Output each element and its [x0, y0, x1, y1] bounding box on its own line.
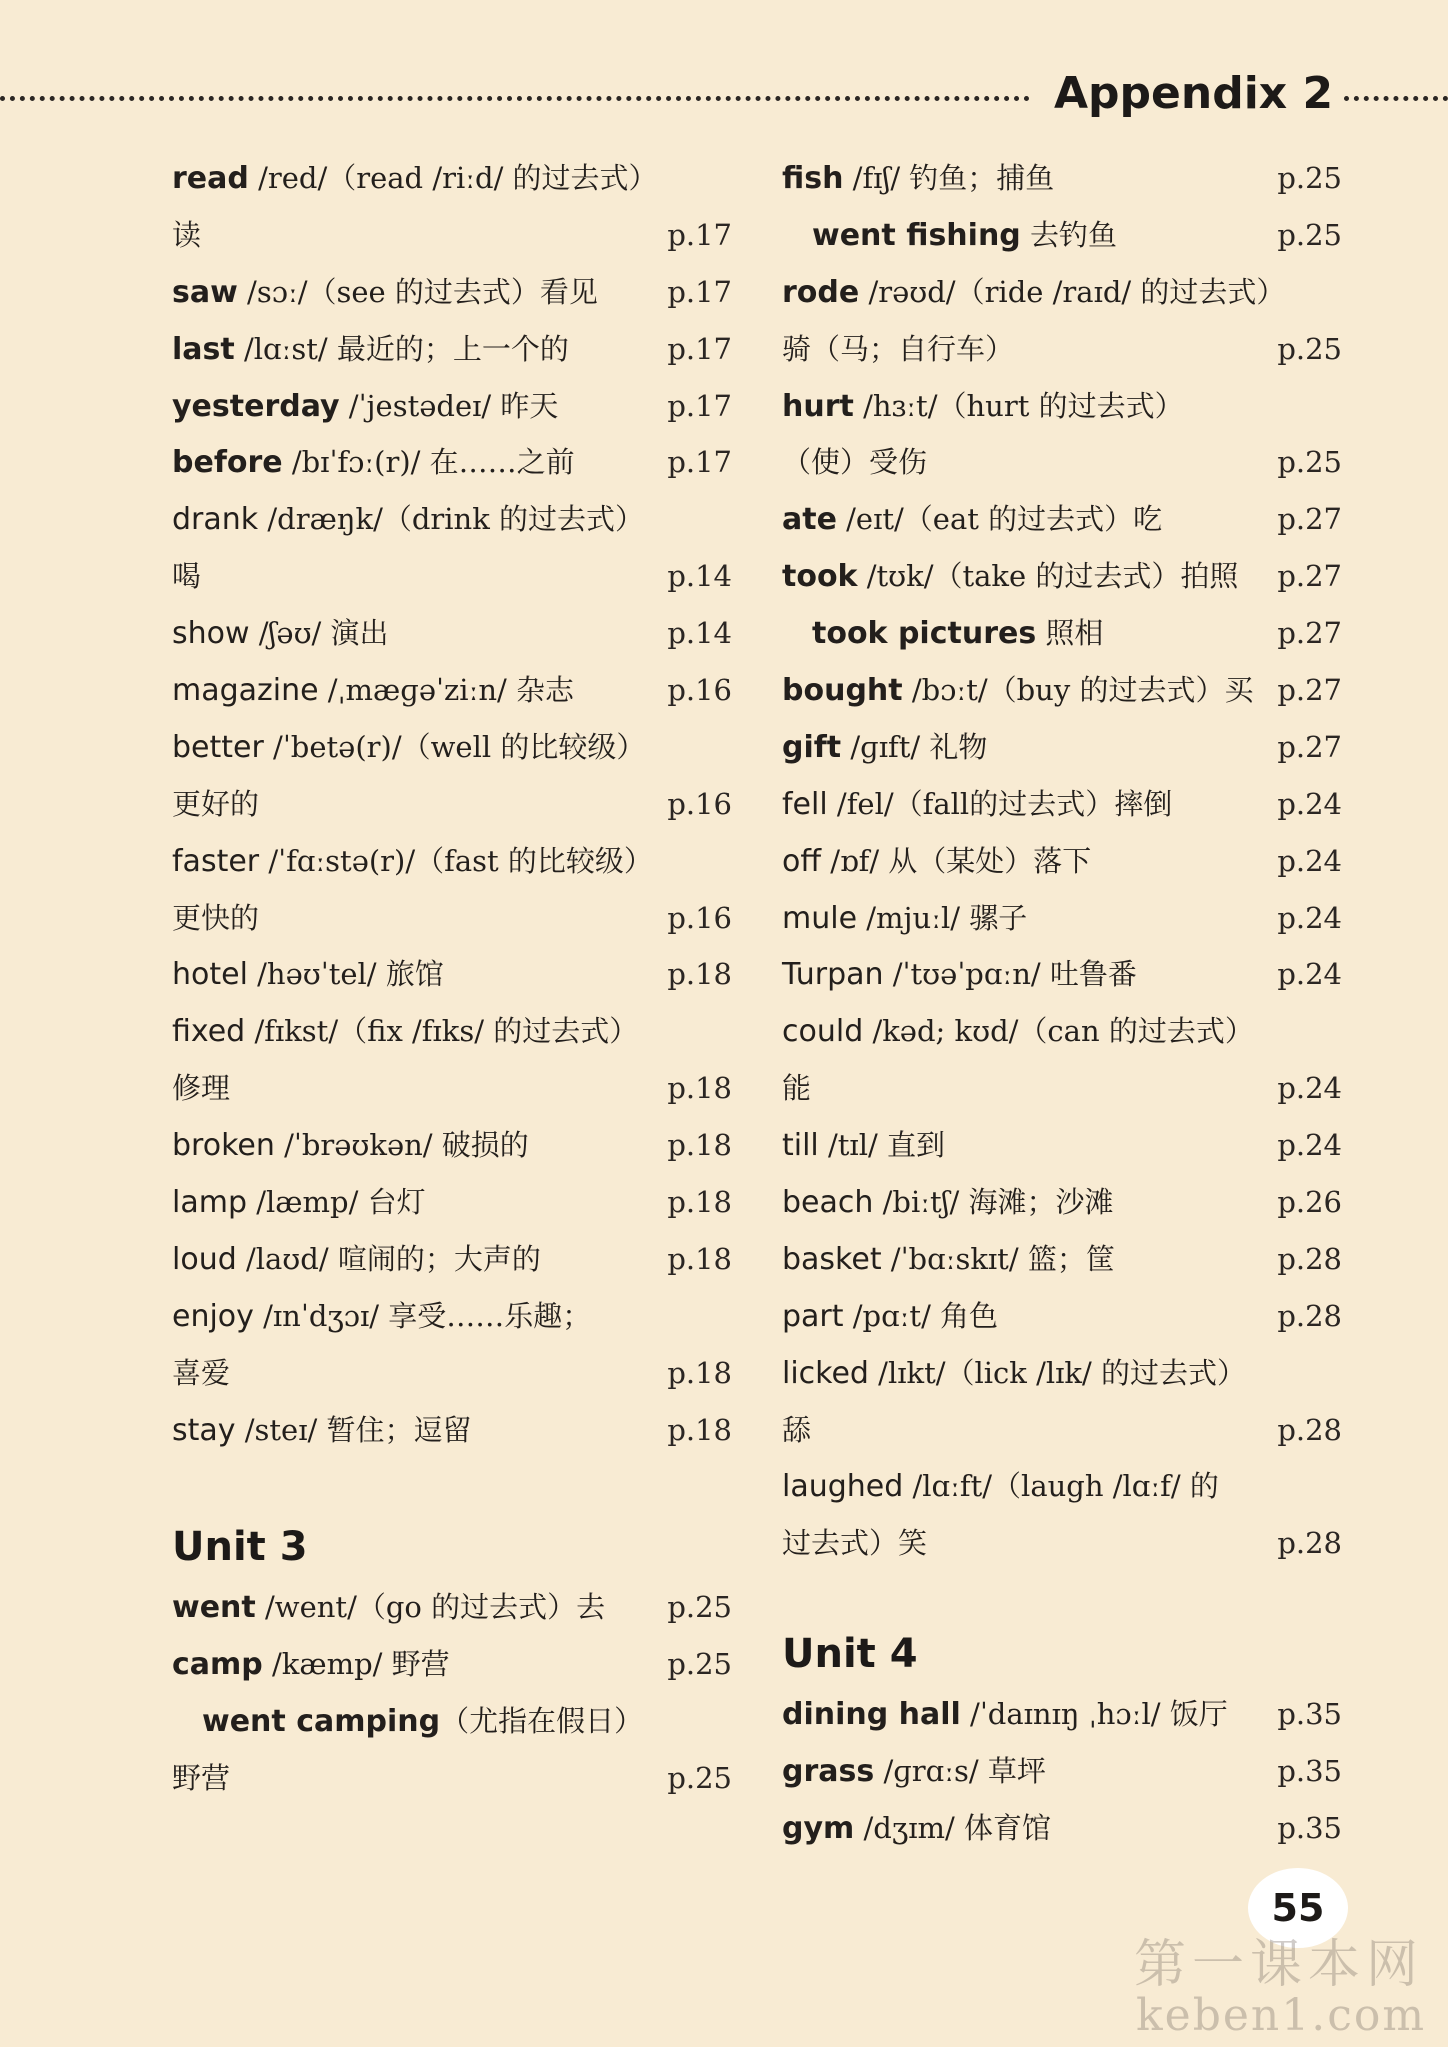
- vocab-definition: 喝: [172, 559, 202, 594]
- vocab-definition: 去钓鱼: [1020, 217, 1117, 252]
- vocab-line: [782, 150, 1342, 207]
- vocab-word: stay: [172, 1412, 236, 1448]
- vocab-word: last: [172, 331, 235, 367]
- vocab-word: licked: [782, 1355, 869, 1391]
- vocab-word: basket: [782, 1241, 882, 1277]
- vocab-definition: 骑（马；自行车）: [782, 331, 1015, 366]
- vocab-line: [782, 1800, 1342, 1857]
- page-reference: p.25: [667, 1590, 732, 1625]
- page-reference: p.35: [1277, 1754, 1342, 1789]
- vocab-definition: /kæmp/ 野营: [262, 1647, 450, 1682]
- vocab-definition: /mjuːl/ 骡子: [857, 900, 1028, 935]
- vocab-definition: /ɡrɑːs/ 草坪: [874, 1754, 1046, 1789]
- vocab-line: [172, 662, 732, 719]
- vocab-line: [782, 378, 1342, 435]
- vocab-definition: /biːtʃ/ 海滩；沙滩: [873, 1185, 1114, 1220]
- vocab-line: [782, 1174, 1342, 1231]
- page-reference: p.35: [1277, 1697, 1342, 1732]
- vocab-word: before: [172, 445, 283, 481]
- vocab-word: fell: [782, 786, 828, 822]
- vocab-line: [172, 1402, 732, 1459]
- vocab-line: [782, 207, 1342, 264]
- vocab-definition: /went/（go 的过去式）去: [255, 1590, 606, 1625]
- page-reference: p.25: [1277, 217, 1342, 252]
- page-reference: p.27: [1277, 673, 1342, 708]
- unit-3-heading: Unit 3: [172, 1524, 308, 1571]
- vocab-definition: /həʊˈtel/ 旅馆: [247, 957, 444, 992]
- vocab-definition: /lɑːft/（laugh /lɑːf/ 的: [903, 1469, 1219, 1504]
- page-reference: p.24: [1277, 1071, 1342, 1106]
- vocab-word: rode: [782, 274, 860, 310]
- vocab-word: could: [782, 1014, 864, 1050]
- page-reference: p.18: [667, 1412, 732, 1447]
- page-reference: p.18: [667, 1355, 732, 1390]
- vocab-line: [172, 1231, 732, 1288]
- page-reference: p.25: [1277, 445, 1342, 480]
- vocab-word: off: [782, 843, 822, 879]
- page-reference: p.24: [1277, 843, 1342, 878]
- vocab-line: [782, 1743, 1342, 1800]
- vocab-word: faster: [172, 843, 260, 879]
- vocab-line: [782, 605, 1342, 662]
- vocab-word: yesterday: [172, 388, 340, 424]
- vocab-definition: /lɪkt/（lick /lɪk/ 的过去式）: [868, 1355, 1246, 1390]
- vocab-line: [782, 1515, 1342, 1572]
- vocab-definition: /fel/（fall的过去式）摔倒: [827, 786, 1173, 821]
- page-reference: p.28: [1277, 1298, 1342, 1333]
- vocab-definition: /ɡɪft/ 礼物: [841, 729, 988, 764]
- vocab-definition: /tɪl/ 直到: [818, 1128, 945, 1163]
- vocab-line: [172, 434, 732, 491]
- page-reference: p.14: [667, 559, 732, 594]
- vocab-line: [782, 1345, 1342, 1402]
- vocab-line: [172, 605, 732, 662]
- vocab-word: mule: [782, 900, 858, 936]
- vocab-word: read: [172, 161, 249, 196]
- page-reference: p.27: [1277, 502, 1342, 537]
- vocab-line: [782, 1003, 1342, 1060]
- vocab-line: [172, 207, 732, 264]
- page-reference: p.17: [667, 388, 732, 423]
- vocab-line: [172, 548, 732, 605]
- vocab-word: magazine: [172, 673, 319, 709]
- vocab-word: till: [782, 1128, 819, 1164]
- vocab-definition: 更好的: [172, 786, 260, 821]
- vocab-definition: /sɔː/（see 的过去式）看见: [237, 274, 598, 309]
- vocab-definition: 喜爱: [172, 1355, 231, 1390]
- vocab-word: broken: [172, 1128, 275, 1164]
- vocab-definition: 舔: [782, 1412, 812, 1447]
- vocab-line: [172, 491, 732, 548]
- vocab-line: [782, 434, 1342, 491]
- vocab-line: [782, 321, 1342, 378]
- vocab-word: laughed: [782, 1469, 904, 1505]
- vocab-line: [782, 662, 1342, 719]
- vocab-line: [172, 1345, 732, 1402]
- vocab-line: [172, 264, 732, 321]
- vocab-definition: /eɪt/（eat 的过去式）吃: [836, 502, 1163, 537]
- vocab-line: [172, 1117, 732, 1174]
- vocab-definition: /ˈfɑːstə(r)/（fast 的比较级）: [259, 843, 653, 878]
- vocab-definition: /pɑːt/ 角色: [843, 1298, 999, 1333]
- page-reference: p.28: [1277, 1412, 1342, 1447]
- page-reference: p.17: [667, 445, 732, 480]
- page-reference: p.17: [667, 274, 732, 309]
- vocab-line: [782, 1231, 1342, 1288]
- vocab-definition: /lɑːst/ 最近的；上一个的: [234, 331, 569, 366]
- page-reference: p.24: [1277, 1128, 1342, 1163]
- vocab-line: [782, 1402, 1342, 1459]
- page-reference: p.27: [1277, 729, 1342, 764]
- vocab-definition: 野营: [172, 1761, 231, 1796]
- vocab-definition: /ʃəʊ/ 演出: [249, 616, 389, 651]
- page-reference: p.16: [667, 786, 732, 821]
- vocab-word: hotel: [172, 957, 248, 993]
- page-reference: p.28: [1277, 1241, 1342, 1276]
- vocab-definition: /ˈbrəʊkən/ 破损的: [274, 1128, 529, 1163]
- page-reference: p.17: [667, 331, 732, 366]
- vocab-line: [782, 491, 1342, 548]
- vocab-word: took: [782, 559, 858, 595]
- page-reference: p.28: [1277, 1526, 1342, 1561]
- vocab-line: [172, 1693, 732, 1750]
- page-reference: p.24: [1277, 957, 1342, 992]
- vocab-word: part: [782, 1298, 844, 1334]
- right-column: [782, 150, 1342, 1857]
- vocab-definition: /ˈbɑːskɪt/ 篮；筐: [881, 1241, 1115, 1276]
- right-entry-list: [782, 150, 1342, 1572]
- vocab-definition: /bɪˈfɔː(r)/ 在……之前: [282, 445, 575, 480]
- vocab-definition: /dʒɪm/ 体育馆: [854, 1811, 1051, 1846]
- vocab-definition: /hɜːt/（hurt 的过去式）: [853, 388, 1184, 423]
- page-reference: p.18: [667, 1128, 732, 1163]
- vocab-word: lamp: [172, 1185, 247, 1221]
- vocab-line: [782, 833, 1342, 890]
- vocab-line: [782, 548, 1342, 605]
- section-gap: [782, 1572, 1342, 1622]
- page-reference: p.16: [667, 900, 732, 935]
- vocab-line: [172, 1174, 732, 1231]
- page-reference: p.27: [1277, 616, 1342, 651]
- vocab-definition: /ˈtʊəˈpɑːn/ 吐鲁番: [883, 957, 1137, 992]
- vocab-word: grass: [782, 1754, 875, 1790]
- page-reference: p.25: [1277, 161, 1342, 195]
- vocab-line: [782, 776, 1342, 833]
- vocab-definition: /kəd; kʊd/（can 的过去式）: [863, 1014, 1254, 1049]
- vocab-definition: 过去式）笑: [782, 1526, 928, 1561]
- vocab-word: loud: [172, 1241, 237, 1277]
- page-reference: p.25: [1277, 331, 1342, 366]
- vocab-line: [172, 719, 732, 776]
- vocab-definition: /steɪ/ 暂住；逗留: [235, 1412, 472, 1447]
- page-reference: p.18: [667, 1185, 732, 1220]
- vocab-definition: /bɔːt/（buy 的过去式）买: [902, 673, 1254, 708]
- page-reference: p.25: [667, 1647, 732, 1682]
- page-reference: p.18: [667, 957, 732, 992]
- header-dotted-rule-left: [0, 96, 1030, 101]
- vocab-definition: 能: [782, 1071, 812, 1106]
- vocab-word: fish: [782, 161, 844, 196]
- page-reference: p.27: [1277, 559, 1342, 594]
- vocab-definition: /ˈjestədeɪ/ 昨天: [339, 388, 559, 423]
- page-reference: p.14: [667, 616, 732, 651]
- vocab-line: [782, 719, 1342, 776]
- vocab-line: [172, 1003, 732, 1060]
- vocab-line: [172, 1579, 732, 1636]
- vocab-definition: （使）受伤: [782, 445, 928, 480]
- vocab-word: Turpan: [782, 957, 884, 993]
- vocab-word: dining hall: [782, 1697, 961, 1733]
- vocab-line: [172, 1060, 732, 1117]
- vocab-word: hurt: [782, 388, 854, 424]
- vocab-definition: /ˌmæɡəˈziːn/ 杂志: [318, 673, 575, 708]
- watermark-url: keben1.com: [1136, 1990, 1427, 2041]
- vocab-line: [172, 1288, 732, 1345]
- page-reference: p.35: [1277, 1811, 1342, 1846]
- vocab-definition: 读: [172, 217, 202, 252]
- vocab-definition: /læmp/ 台灯: [247, 1185, 426, 1220]
- watermark-text: 第一课本网: [1134, 1935, 1425, 1995]
- vocab-line: [782, 1458, 1342, 1515]
- page-reference: p.18: [667, 1241, 732, 1276]
- left-entry-list: [172, 150, 732, 1458]
- vocab-word: saw: [172, 274, 238, 310]
- vocab-word: bought: [782, 673, 903, 709]
- page-reference: p.24: [1277, 900, 1342, 935]
- vocab-definition: 更快的: [172, 900, 260, 935]
- left-column: [172, 150, 732, 1807]
- vocab-line: [172, 833, 732, 890]
- vocab-word: gift: [782, 729, 842, 765]
- vocab-word: enjoy: [172, 1298, 254, 1334]
- vocab-definition: /red/（read /riːd/ 的过去式）: [248, 161, 658, 195]
- vocab-word: gym: [782, 1811, 855, 1847]
- vocab-line: [782, 1686, 1342, 1743]
- vocab-word: drank: [172, 502, 259, 538]
- vocab-line: [172, 321, 732, 378]
- page-reference: p.17: [667, 217, 732, 252]
- vocab-definition: 照相: [1036, 616, 1104, 651]
- unit-4-entry-list: [782, 1686, 1342, 1857]
- vocab-word: ate: [782, 502, 837, 538]
- page-reference: p.24: [1277, 786, 1342, 821]
- vocab-line: [782, 264, 1342, 321]
- page-reference: p.25: [667, 1761, 732, 1796]
- vocab-line: [782, 1060, 1342, 1117]
- vocab-word: show: [172, 616, 250, 652]
- vocab-line: [172, 776, 732, 833]
- unit-4-heading: Unit 4: [782, 1631, 918, 1678]
- page-reference: p.16: [667, 673, 732, 708]
- vocab-definition: /fɪʃ/ 钓鱼；捕鱼: [843, 161, 1055, 195]
- vocab-word: took pictures: [812, 616, 1037, 652]
- vocab-word: went camping: [202, 1704, 441, 1740]
- vocab-definition: /ɒf/ 从（某处）落下: [821, 843, 1092, 878]
- vocab-definition: /ˈbetə(r)/（well 的比较级）: [263, 729, 646, 764]
- header-dotted-rule-right: [1344, 96, 1448, 101]
- page-number-badge: 55: [1248, 1868, 1348, 1948]
- vocab-definition: /ɪnˈdʒɔɪ/ 享受……乐趣；: [253, 1298, 592, 1333]
- vocab-line: [172, 150, 732, 207]
- vocab-line: [172, 1750, 732, 1807]
- vocab-definition: （尤指在假日）: [440, 1704, 644, 1739]
- vocab-line: [172, 946, 732, 1003]
- vocab-word: better: [172, 729, 264, 765]
- vocab-word: went fishing: [812, 217, 1021, 253]
- vocab-line: [172, 890, 732, 947]
- vocab-line: [172, 378, 732, 435]
- page-reference: p.18: [667, 1071, 732, 1106]
- vocab-definition: /laʊd/ 喧闹的；大声的: [236, 1241, 541, 1276]
- page-title: Appendix 2: [1054, 68, 1334, 119]
- vocab-word: fixed: [172, 1014, 246, 1050]
- vocab-definition: /ˈdaɪnɪŋ ˌhɔːl/ 饭厅: [960, 1697, 1228, 1732]
- vocab-word: went: [172, 1590, 256, 1626]
- vocab-definition: /fɪkst/（fix /fɪks/ 的过去式）: [245, 1014, 639, 1049]
- vocab-line: [782, 1117, 1342, 1174]
- vocab-word: beach: [782, 1185, 874, 1221]
- section-gap: [172, 1458, 732, 1515]
- vocab-line: [782, 890, 1342, 947]
- vocab-definition: /rəʊd/（ride /raɪd/ 的过去式）: [859, 274, 1286, 309]
- vocab-definition: 修理: [172, 1071, 231, 1106]
- vocab-definition: /dræŋk/（drink 的过去式）: [258, 502, 645, 537]
- page-reference: p.26: [1277, 1185, 1342, 1220]
- vocab-line: [172, 1636, 732, 1693]
- vocab-line: [782, 946, 1342, 1003]
- unit-3-entry-list: [172, 1579, 732, 1807]
- vocab-line: [782, 1288, 1342, 1345]
- vocab-definition: /tʊk/（take 的过去式）拍照: [857, 559, 1239, 594]
- vocab-word: camp: [172, 1647, 263, 1683]
